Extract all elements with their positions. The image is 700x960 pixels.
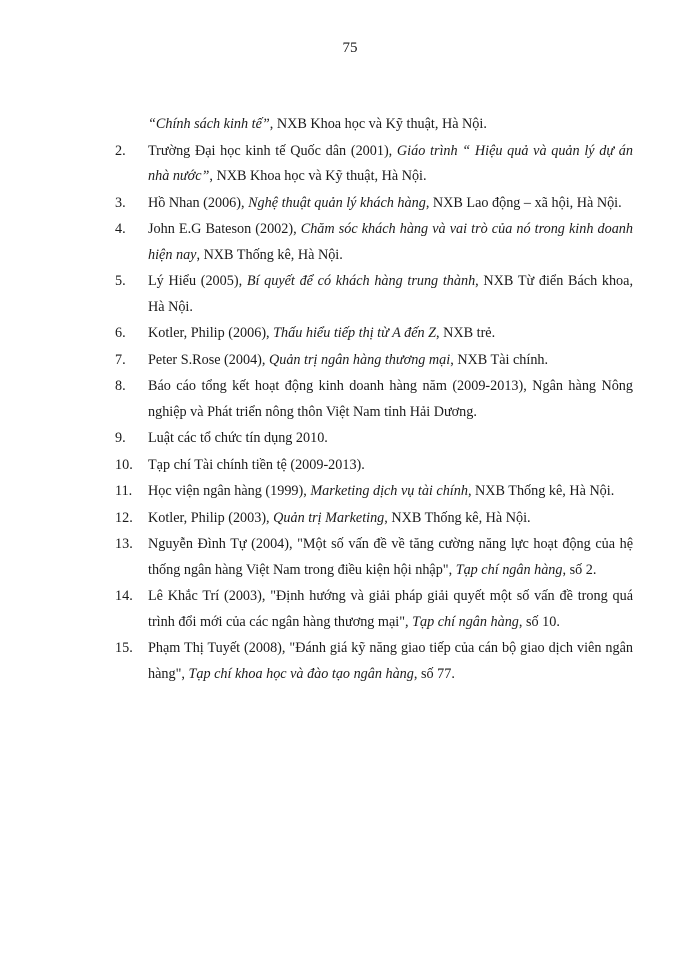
- reference-text: John E.G Bateson (2002),: [148, 221, 301, 237]
- reference-body: [148, 426, 633, 452]
- reference-publisher: , NXB Tài chính.: [450, 351, 549, 368]
- reference-number: 7.: [115, 351, 126, 368]
- reference-title: Tạp chí khoa học và đào tạo ngân hàng: [188, 665, 414, 682]
- reference-number: 9.: [115, 430, 126, 446]
- reference-body: [148, 191, 633, 217]
- reference-text: Kotler, Philip (2006),: [148, 325, 274, 341]
- reference-item: [115, 321, 633, 347]
- reference-item: [115, 479, 633, 505]
- reference-text: Lê Khắc Trí (2003), "Định hướng và giải pháp giải quyết một số vấn đề trong quá trình đổi mới của các ngân hàng thương mại",: [148, 588, 633, 630]
- reference-title: Chăm sóc khách hàng và vai trò của nó trong kinh doanh hiện nay: [148, 221, 633, 263]
- reference-body: [148, 374, 633, 425]
- reference-body: [148, 636, 633, 687]
- reference-list: [115, 112, 633, 688]
- reference-text: Tạp chí Tài chính tiền tệ (2009-2013).: [148, 456, 365, 473]
- reference-text: Trường Đại học kinh tế Quốc dân (2001),: [148, 142, 397, 159]
- reference-item: [115, 453, 633, 479]
- reference-publisher: , NXB Lao động – xã hội, Hà Nội.: [425, 194, 622, 211]
- reference-title: Giáo trình “ Hiệu quả và quản lý dự án nhà nước”: [148, 142, 633, 184]
- reference-text: Kotler, Philip (2003),: [148, 509, 274, 526]
- reference-title: Quản trị ngân hàng thương mại: [268, 351, 451, 368]
- reference-text: Hồ Nhan (2006),: [148, 194, 249, 211]
- reference-item: [115, 584, 633, 635]
- reference-number: 2.: [115, 142, 126, 159]
- reference-number: 13.: [115, 536, 133, 552]
- reference-number: 8.: [115, 378, 126, 394]
- reference-text: Luật các tổ chức tín dụng 2010.: [148, 430, 328, 446]
- reference-number: 11.: [115, 483, 133, 499]
- reference-body: [148, 584, 633, 635]
- reference-text: Lý Hiểu (2005),: [148, 273, 247, 289]
- reference-publisher: , NXB Thống kê, Hà Nội.: [384, 509, 531, 526]
- reference-item: [115, 426, 633, 452]
- reference-body: [148, 348, 633, 374]
- reference-item: [115, 217, 633, 268]
- reference-text: Nguyễn Đình Tự (2004), "Một số vấn đề về tăng cường năng lực hoạt động của hệ thống ngân hàng Việt Nam trong điều kiện hội nhập",: [148, 536, 633, 578]
- reference-title: Marketing dịch vụ tài chính: [310, 483, 468, 499]
- reference-number: 10.: [115, 456, 133, 473]
- reference-number: 4.: [115, 221, 126, 237]
- reference-item: [115, 532, 633, 583]
- reference-number: 15.: [115, 640, 133, 656]
- reference-number: 12.: [115, 509, 133, 526]
- reference-item: [115, 269, 633, 320]
- reference-body: [148, 321, 633, 347]
- reference-item: [115, 506, 633, 532]
- reference-publisher: , số 77.: [413, 665, 455, 682]
- reference-title: Tạp chí ngân hàng: [455, 561, 563, 578]
- reference-item: [115, 191, 633, 217]
- reference-text: Học viện ngân hàng (1999),: [148, 483, 311, 499]
- reference-item: [115, 139, 633, 190]
- reference-title: Tạp chí ngân hàng: [412, 613, 519, 630]
- reference-number: 5.: [115, 273, 126, 289]
- reference-body: [148, 269, 633, 320]
- reference-number: 3.: [115, 194, 126, 211]
- reference-text: , NXB Khoa học và Kỹ thuật, Hà Nội.: [269, 116, 487, 132]
- reference-body: [148, 453, 633, 479]
- reference-publisher: , NXB Từ điển Bách khoa, Hà Nội.: [148, 273, 633, 315]
- reference-item: [115, 348, 633, 374]
- reference-body: [148, 217, 633, 268]
- reference-text: Peter S.Rose (2004),: [148, 351, 269, 368]
- reference-continuation: [115, 112, 633, 138]
- reference-publisher: , NXB Khoa học và Kỹ thuật, Hà Nội.: [209, 168, 427, 184]
- reference-body: [148, 479, 633, 505]
- reference-text: Phạm Thị Tuyết (2008), "Đánh giá kỹ năng giao tiếp của cán bộ giao dịch viên ngân hàng",: [148, 640, 633, 682]
- reference-title: Quản trị Marketing: [273, 509, 385, 526]
- reference-title: Bí quyết để có khách hàng trung thành: [246, 273, 476, 289]
- reference-body: [148, 532, 633, 583]
- reference-publisher: , NXB trẻ.: [436, 325, 496, 341]
- reference-number: 6.: [115, 325, 126, 341]
- reference-title: Nghệ thuật quản lý khách hàng: [248, 194, 426, 211]
- reference-text: Báo cáo tổng kết hoạt động kinh doanh hàng năm (2009-2013), Ngân hàng Nông nghiệp và Phát triển nông thôn Việt Nam tỉnh Hải Dương.: [148, 378, 633, 420]
- reference-body: [148, 139, 633, 190]
- reference-publisher: , NXB Thống kê, Hà Nội.: [196, 246, 343, 263]
- reference-item: [115, 636, 633, 687]
- reference-title: Thấu hiểu tiếp thị từ A đến Z: [273, 325, 437, 341]
- page-number: 75: [342, 40, 358, 56]
- reference-number: 14.: [115, 588, 133, 604]
- reference-publisher: , số 2.: [562, 561, 597, 578]
- reference-publisher: , NXB Thống kê, Hà Nội.: [467, 483, 615, 499]
- reference-body: [148, 506, 633, 532]
- reference-publisher: , số 10.: [518, 613, 560, 630]
- reference-title: “Chính sách kinh tế”: [148, 116, 270, 132]
- reference-item: [115, 374, 633, 425]
